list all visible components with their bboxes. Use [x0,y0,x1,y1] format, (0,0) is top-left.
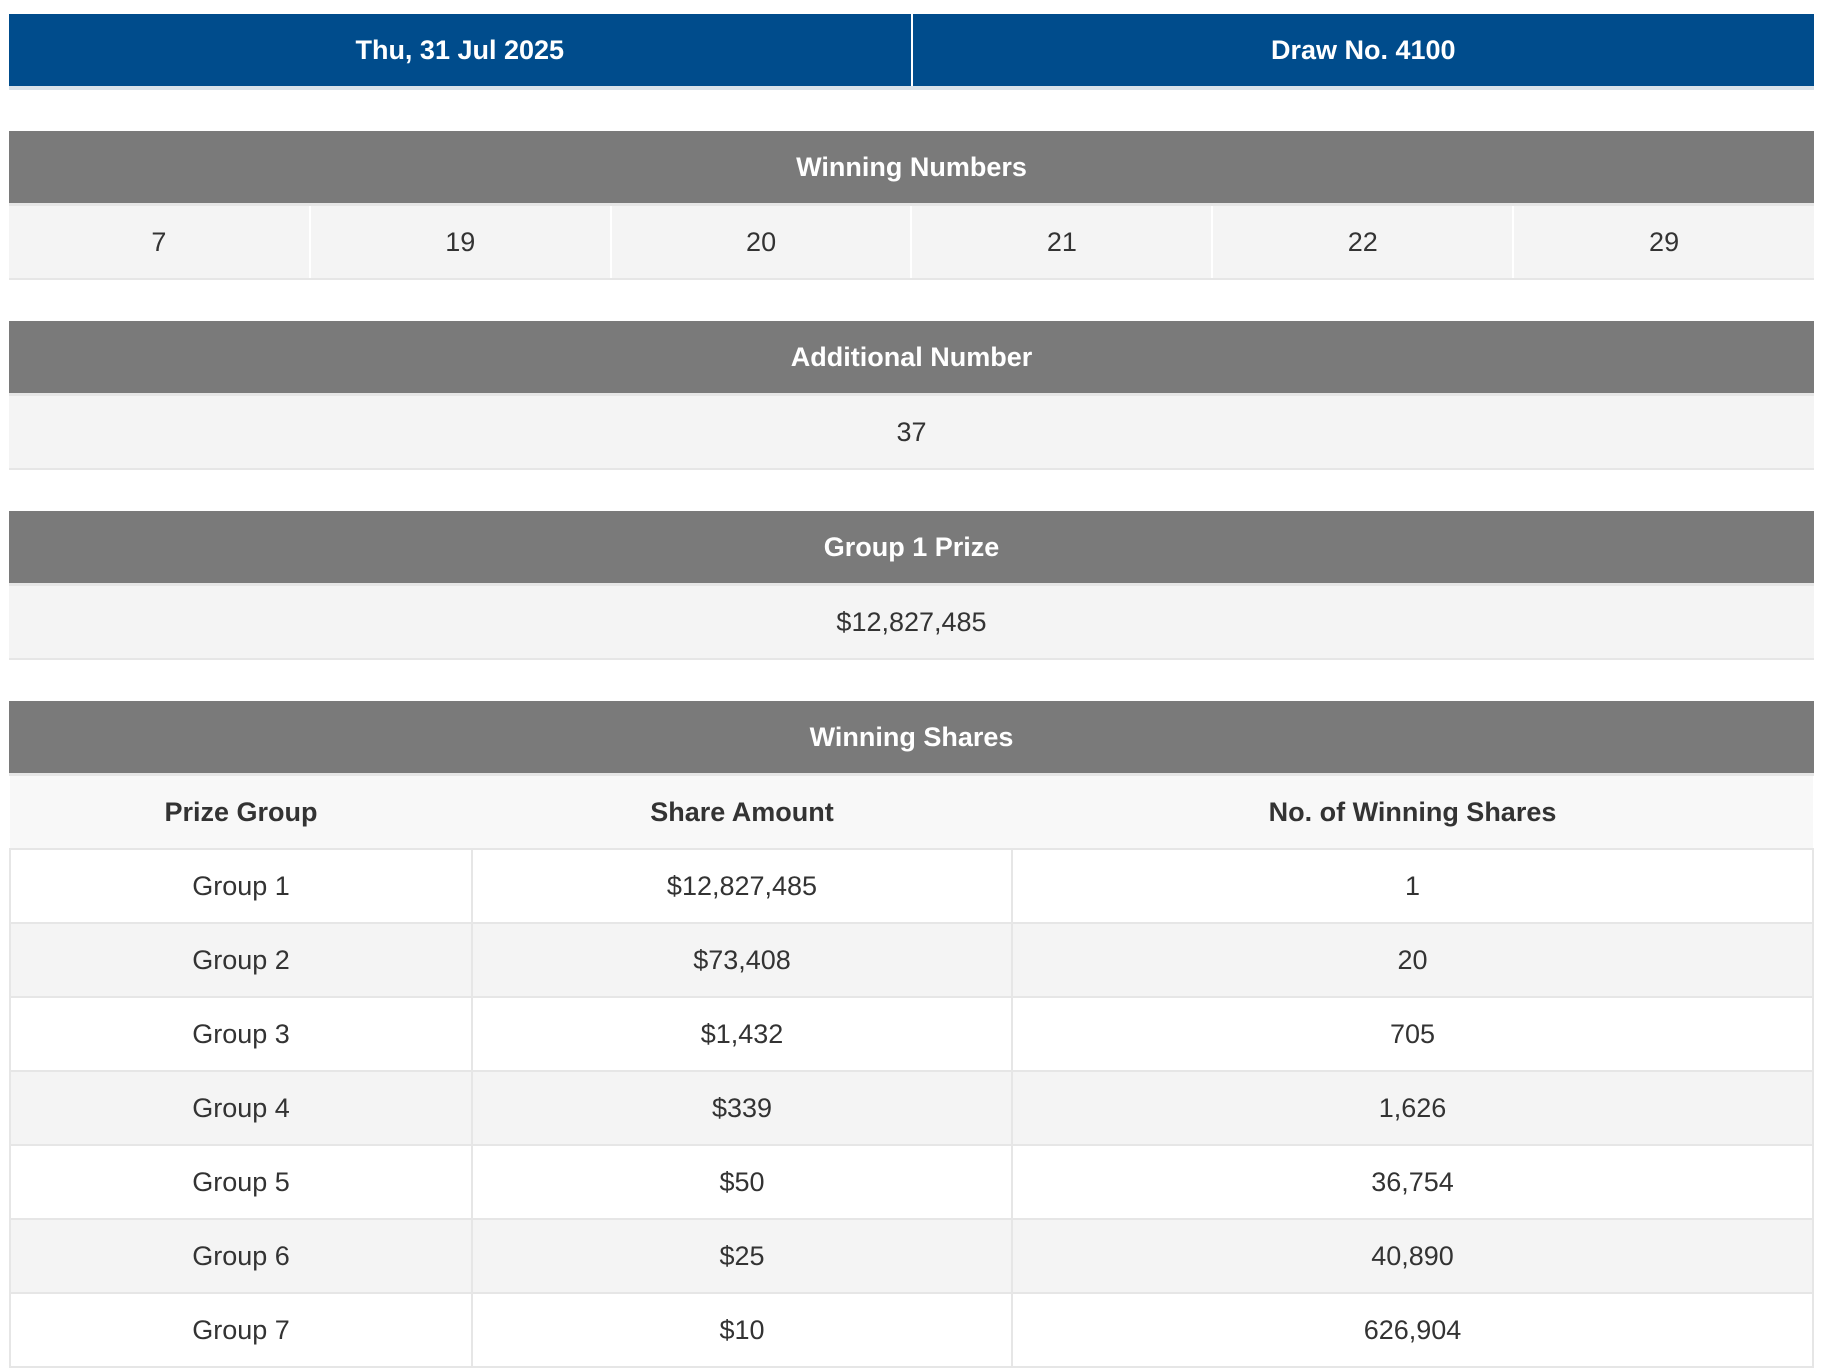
winning-shares-cell: 626,904 [1012,1293,1813,1367]
draw-date: Thu, 31 Jul 2025 [9,14,912,86]
column-header-share-amount: Share Amount [472,776,1012,849]
share-amount-cell: $12,827,485 [472,849,1012,923]
draw-number: Draw No. 4100 [912,14,1815,86]
winning-number: 19 [310,206,611,279]
share-amount-cell: $1,432 [472,997,1012,1071]
table-row [10,1145,1813,1219]
winning-number: 7 [9,206,310,279]
prize-group-cell: Group 2 [10,923,472,997]
share-amount-cell: $50 [472,1145,1012,1219]
winning-shares-cell: 40,890 [1012,1219,1813,1293]
winning-shares-table [9,776,1814,1368]
winning-numbers-title: Winning Numbers [9,131,1814,206]
table-row [10,1219,1813,1293]
winning-number: 21 [911,206,1212,279]
prize-group-cell: Group 1 [10,849,472,923]
share-amount-cell: $339 [472,1071,1012,1145]
winning-shares-cell: 705 [1012,997,1813,1071]
winning-numbers [9,206,1814,280]
prize-group-cell: Group 4 [10,1071,472,1145]
prize-group-cell: Group 7 [10,1293,472,1367]
table-row [10,849,1813,923]
additional-number: 37 [9,396,1814,470]
group1-prize-title: Group 1 Prize [9,511,1814,586]
prize-group-cell: Group 5 [10,1145,472,1219]
winning-number: 29 [1513,206,1814,279]
share-amount-cell: $10 [472,1293,1012,1367]
winning-shares-cell: 1,626 [1012,1071,1813,1145]
additional-number-title: Additional Number [9,321,1814,396]
table-row [10,1293,1813,1367]
prize-group-cell: Group 3 [10,997,472,1071]
prize-group-cell: Group 6 [10,1219,472,1293]
share-amount-cell: $25 [472,1219,1012,1293]
winning-shares-title: Winning Shares [9,701,1814,776]
table-row [10,1071,1813,1145]
column-header-winning-shares: No. of Winning Shares [1012,776,1813,849]
table-row [10,923,1813,997]
table-row [10,997,1813,1071]
winning-shares-cell: 36,754 [1012,1145,1813,1219]
share-amount-cell: $73,408 [472,923,1012,997]
draw-results [9,14,1814,1368]
winning-shares-cell: 20 [1012,923,1813,997]
winning-shares-cell: 1 [1012,849,1813,923]
column-header-prize-group: Prize Group [10,776,472,849]
winning-number: 20 [611,206,912,279]
draw-header [9,14,1814,86]
group1-prize-amount: $12,827,485 [9,586,1814,660]
winning-number: 22 [1212,206,1513,279]
